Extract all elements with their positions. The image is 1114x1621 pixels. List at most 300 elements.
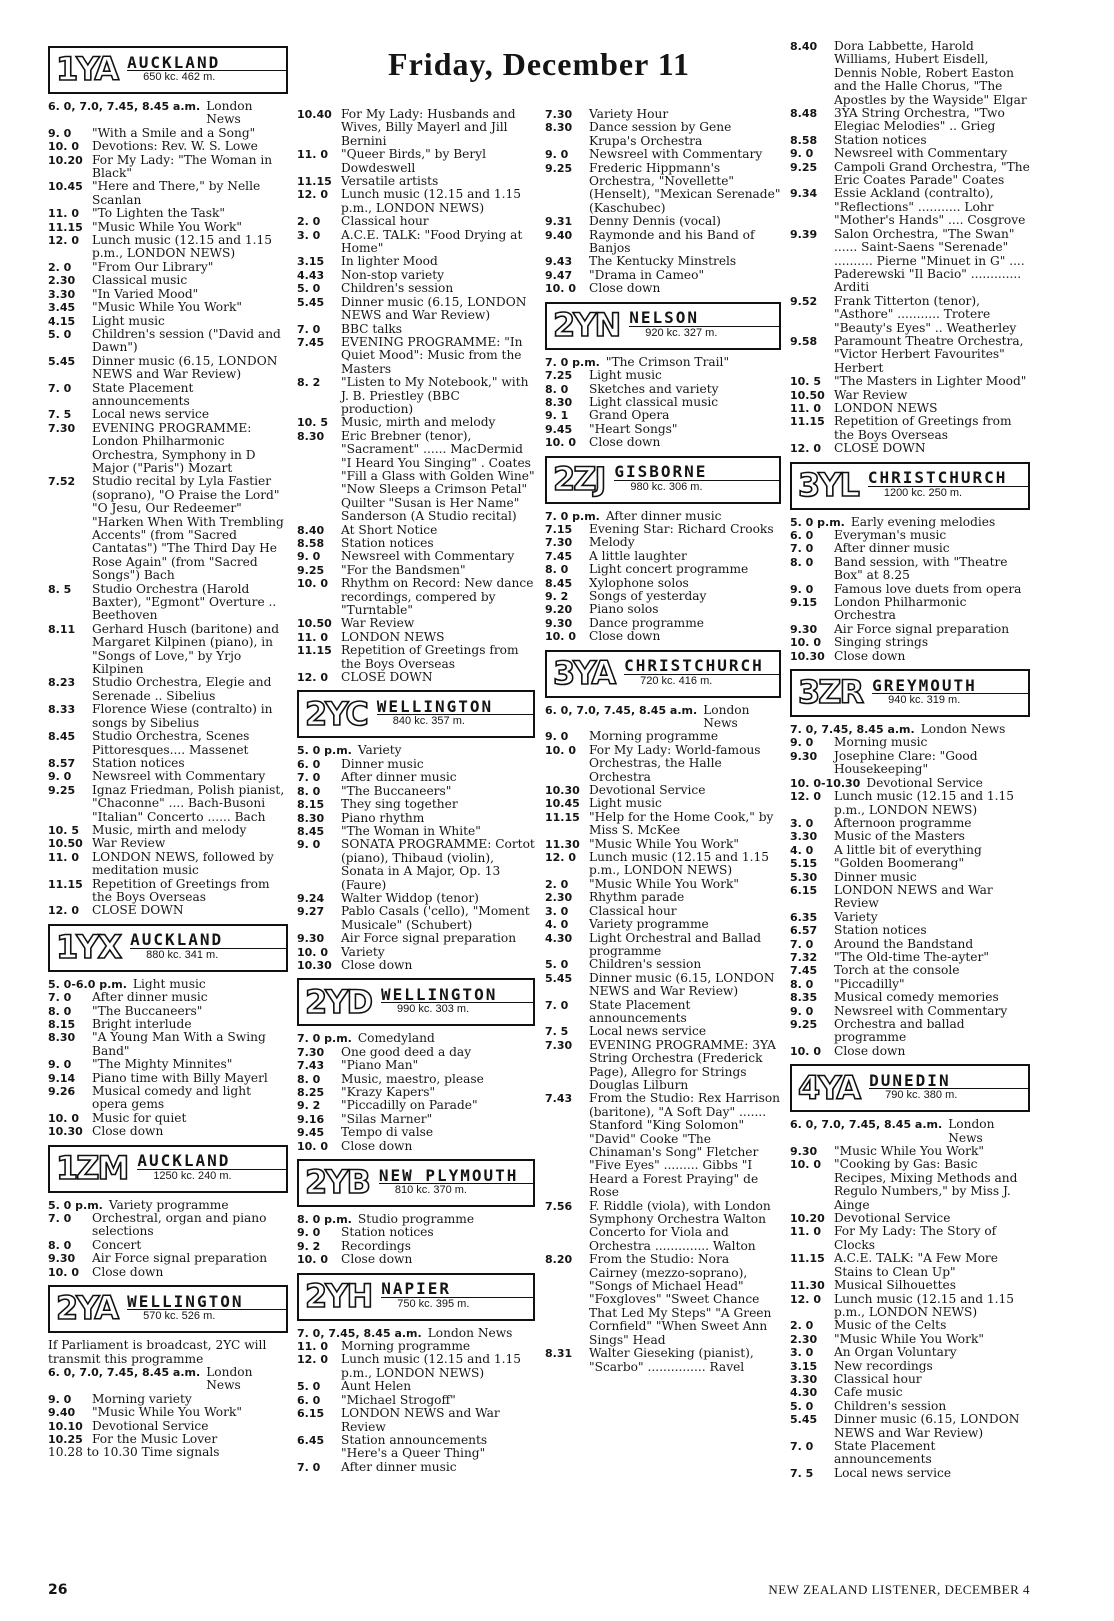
station-header — [48, 46, 288, 94]
programme-item — [297, 758, 535, 771]
programme-time: 4. 0 — [790, 843, 814, 857]
programme-item — [545, 215, 781, 228]
programme-time: 9.45 — [545, 422, 573, 436]
programme-item — [790, 134, 1030, 147]
programme-text: "Silas Marner" — [341, 1111, 433, 1126]
programme-text: Lunch music (12.15 and 1.15 p.m., LONDON NEWS) — [341, 1352, 522, 1380]
programme-time: 10.45 — [545, 797, 580, 811]
programme-text: Dance session by Gene Krupa's Orchestra — [589, 120, 732, 148]
programme-time: 9.47 — [545, 268, 573, 282]
programme-time: 2.30 — [48, 274, 76, 288]
programme-text: LONDON NEWS and War Review — [341, 1406, 500, 1434]
programme-time: 4.15 — [48, 314, 76, 328]
programme-time: 7.45 — [297, 335, 325, 349]
programme-text: EVENING PROGRAMME: "In Quiet Mood": Music from the Masters — [341, 334, 523, 376]
programme-text: Orchestra and ballad programme — [834, 1017, 965, 1045]
programme-time: 9. 0 — [48, 1392, 72, 1406]
programme-time: 9.25 — [790, 1018, 818, 1031]
programme-item — [790, 375, 1030, 388]
station-city: WELLINGTON — [377, 700, 533, 715]
programme-text: Music, mirth and melody — [92, 822, 247, 837]
masthead: NEW ZEALAND LISTENER, DECEMBER 4 — [768, 1582, 1030, 1597]
programme-text: Station notices — [341, 1225, 434, 1240]
station-header — [48, 1145, 288, 1193]
programme-text: Newsreel with Commentary — [834, 1003, 1008, 1018]
station-block-1ya — [48, 46, 288, 918]
station-frequency: 1200 kc. 250 m. — [883, 486, 963, 499]
programme-text: War Review — [834, 387, 908, 402]
programme-text: "The Old-time The-ayter" — [834, 949, 989, 964]
programme-item — [48, 757, 288, 770]
programme-text: Close down — [341, 957, 413, 972]
station-block-2yc — [297, 690, 535, 972]
programme-item — [48, 234, 288, 261]
programme-time: 9. 0 — [297, 1226, 321, 1240]
programme-time: 7. 0 — [790, 937, 814, 951]
programme-item — [790, 1319, 1030, 1332]
programme-text: Music of the Celts — [834, 1318, 947, 1333]
programme-text: Studio recital by Lyla Fastier (soprano), "O Praise the Lord" "O Jesu, Our Redeemer" "Harken When With Trembling Accents" (from "Sacred Cantatas") "The Third Day He Rose Again" (from "Sacred Songs") Bach — [92, 474, 284, 583]
programme-item — [48, 315, 288, 328]
programme-text: "Cooking by Gas: Basic Recipes, Mixing Methods and Regulo Numbers," by Miss J. Ainge — [834, 1157, 1018, 1212]
programme-item — [297, 323, 535, 336]
programme-time: 6. 0 — [297, 1393, 321, 1407]
programme-time: 10.10 — [48, 1419, 83, 1433]
programme-item — [48, 382, 288, 409]
programme-item — [545, 550, 781, 563]
station-logo: 4YA — [798, 1068, 860, 1107]
programme-time: 5. 0 — [297, 1380, 321, 1394]
programme-item — [48, 127, 288, 140]
programme-text: "The Woman in White" — [341, 823, 481, 838]
programme-item — [545, 1347, 781, 1374]
programme-item — [790, 1400, 1030, 1413]
programme-item — [790, 40, 1030, 107]
programme-text: "From Our Library" — [92, 259, 214, 274]
programme-item — [790, 723, 1030, 736]
programme-item — [790, 636, 1030, 649]
station-logo: 1YA — [56, 50, 118, 89]
station-frequency: 790 kc. 380 m. — [885, 1089, 958, 1102]
programme-text: For My Lady: World-famous Orchestras, the Halle Orchestra — [589, 742, 761, 784]
programme-item — [790, 978, 1030, 991]
programme-time: 7. 0 p.m. — [545, 355, 600, 369]
programme-item — [48, 408, 288, 421]
programme-text: Frederic Hippmann's Orchestra, "Novellette" (Henselt), "Mexican Serenade" (Kaschubec) — [589, 160, 781, 215]
programme-item — [545, 563, 781, 576]
programme-text: "The Crimson Trail" — [605, 354, 730, 369]
programme-item — [48, 730, 288, 757]
programme-time: 6. 0, 7.0, 7.45, 8.45 a.m. — [48, 100, 201, 113]
programme-time: 11.30 — [790, 1279, 825, 1293]
programme-text: After dinner music — [92, 990, 208, 1005]
programme-item — [297, 336, 535, 376]
programme-item — [48, 878, 288, 905]
programme-item — [790, 1386, 1030, 1399]
programme-text: Children's session — [834, 1398, 947, 1413]
programme-time: 11. 0 — [790, 1225, 821, 1239]
programme-text: A little laughter — [589, 548, 687, 563]
programme-text: Station notices — [92, 755, 185, 770]
programme-time: 9.25 — [790, 160, 818, 174]
programme-text: Newsreel with Commentary — [589, 147, 763, 162]
programme-time: 7.30 — [545, 1038, 573, 1052]
programme-item — [48, 1266, 288, 1279]
station-logo: 3YA — [553, 653, 615, 692]
programme-time: 9.30 — [48, 1252, 76, 1266]
programme-item — [297, 416, 535, 429]
programme-item — [48, 1125, 288, 1138]
programme-item — [545, 396, 781, 409]
station-city: CHRISTCHURCH — [624, 659, 779, 674]
programme-item — [297, 550, 535, 563]
programme-time: 10. 5 — [297, 416, 328, 430]
programme-time: 3.30 — [790, 830, 818, 844]
programme-item — [545, 784, 781, 797]
programme-time: 10. 0 — [297, 1139, 328, 1153]
programme-time: 10. 0 — [790, 1044, 821, 1058]
station-block-2yn — [545, 302, 781, 450]
programme-time: 8.30 — [545, 121, 573, 135]
programme-text: Non-stop variety — [341, 267, 445, 282]
programme-item — [297, 1059, 535, 1072]
programme-text: LONDON NEWS, followed by meditation music — [92, 849, 274, 878]
programme-text: Melody — [589, 535, 635, 550]
programme-text: For My Lady: The Story of Clocks — [834, 1224, 997, 1252]
programme-time: 5.45 — [545, 971, 573, 985]
programme-time: 5. 0 p.m. — [790, 515, 845, 529]
programme-item — [545, 510, 781, 523]
programme-time: 9.58 — [790, 334, 818, 348]
programme-text: Bright interlude — [92, 1017, 192, 1031]
programme-item — [48, 770, 288, 783]
programme-time: 12. 0 — [297, 1353, 328, 1367]
programme-time: 9. 0 — [790, 1004, 814, 1018]
programme-item — [297, 631, 535, 644]
programme-item — [790, 991, 1030, 1004]
station-city: AUCKLAND — [127, 56, 286, 71]
programme-time: 12. 0 — [48, 904, 79, 918]
programme-time: 10. 0 — [48, 140, 79, 154]
programme-text: Music, mirth and melody — [341, 415, 496, 430]
programme-time: 8.57 — [48, 756, 76, 770]
station-block-2ya2 — [297, 108, 535, 684]
programme-time: 7. 0 — [297, 771, 321, 785]
station-logo: 2YC — [305, 694, 367, 733]
programme-item — [297, 932, 535, 945]
programme-text: State Placement announcements — [589, 997, 691, 1025]
programme-time: 7.52 — [48, 475, 76, 489]
programme-time: 9.40 — [48, 1406, 76, 1420]
programme-text: Essie Ackland (contralto), "Reflections" ........... Lohr "Mother's Hands" .... Cosgrove — [834, 186, 1026, 228]
programme-time: 7. 0 — [48, 381, 72, 395]
programme-text: Florence Wiese (contralto) in songs by Sibelius — [92, 702, 273, 730]
programme-item — [48, 1252, 288, 1265]
programme-time: 9. 1 — [545, 409, 569, 423]
programme-text: "Music While You Work" — [92, 1405, 242, 1420]
programme-time: 4.30 — [545, 931, 573, 945]
programme-time: 3.15 — [297, 255, 325, 269]
programme-time: 7. 5 — [790, 1466, 814, 1480]
programme-text: Light music — [92, 313, 165, 328]
programme-time: 9.45 — [297, 1126, 325, 1140]
programme-time: 5.15 — [790, 857, 818, 871]
programme-time: 7. 0, 7.45, 8.45 a.m. — [790, 723, 915, 737]
programme-text: Lunch music (12.15 and 1.15 p.m., LONDON NEWS) — [834, 789, 1015, 817]
station-city: AUCKLAND — [130, 933, 286, 948]
station-logo: 3YL — [798, 465, 858, 504]
programme-time: 10.20 — [790, 1212, 825, 1226]
programme-item — [790, 1005, 1030, 1018]
programme-item — [790, 1212, 1030, 1225]
programme-time: 10. 5 — [790, 375, 821, 389]
programme-time: 4.43 — [297, 268, 325, 282]
programme-text: LONDON NEWS and War Review — [834, 882, 993, 911]
programme-text: Music of the Masters — [834, 829, 965, 844]
programme-time: 10. 0 — [297, 577, 328, 591]
programme-text: An Organ Voluntary — [834, 1345, 957, 1360]
programme-text: Famous love duets from opera — [834, 581, 1022, 596]
programme-item — [790, 542, 1030, 555]
programme-time: 7. 0 — [48, 991, 72, 1005]
programme-text: Dinner music (6.15, LONDON NEWS and War Review) — [92, 353, 278, 382]
programme-item — [297, 1140, 535, 1153]
programme-time: 8. 0 — [297, 784, 321, 798]
programme-text: 10.28 to 10.30 Time signals — [48, 1445, 220, 1460]
programme-item — [48, 1112, 288, 1125]
station-logo: 3ZR — [798, 673, 863, 712]
programme-text: Rhythm parade — [589, 890, 685, 905]
programme-time: 9.14 — [48, 1071, 76, 1085]
programme-time: 3.30 — [790, 1372, 818, 1386]
programme-time: 2. 0 — [545, 877, 569, 891]
programme-text: Close down — [341, 1138, 413, 1153]
programme-time: 8. 0 — [790, 555, 814, 569]
programme-item — [545, 229, 781, 256]
programme-time: 10. 0 — [790, 636, 821, 650]
programme-item — [297, 148, 535, 175]
programme-time: 10.30 — [48, 1125, 83, 1139]
programme-text: Lunch music (12.15 and 1.15 p.m., LONDON NEWS) — [589, 850, 770, 878]
programme-text: London News — [703, 702, 750, 730]
programme-time: 6. 0, 7.0, 7.45, 8.45 a.m. — [790, 1118, 943, 1132]
programme-text: Air Force signal preparation — [341, 931, 517, 946]
programme-text: Campoli Grand Orchestra, "The Eric Coates Parade" Coates — [834, 159, 1030, 188]
programme-item — [790, 402, 1030, 415]
programme-time: 9. 0 — [48, 1058, 72, 1072]
programme-item — [790, 871, 1030, 884]
programme-time: 8.40 — [297, 523, 325, 537]
programme-text: Everyman's music — [834, 528, 947, 542]
programme-time: 7.56 — [545, 1199, 573, 1213]
programme-item — [297, 892, 535, 905]
programme-text: Classical hour — [341, 214, 429, 229]
station-frequency: 840 kc. 357 m. — [392, 715, 465, 728]
programme-time: 10. 0 — [545, 436, 576, 450]
programme-time: 5. 0 — [48, 327, 72, 341]
programme-time: 9.52 — [790, 294, 818, 308]
programme-item — [545, 744, 781, 784]
programme-time: 8. 0 — [297, 1072, 321, 1086]
programme-item — [48, 1085, 288, 1112]
programme-item — [790, 583, 1030, 596]
programme-time: 7.25 — [545, 369, 573, 383]
programme-item — [790, 1045, 1030, 1058]
programme-item — [297, 1113, 535, 1126]
programme-item — [790, 857, 1030, 870]
programme-item — [297, 671, 535, 684]
programme-text: After dinner music — [834, 541, 950, 556]
programme-time: 10. 0 — [297, 945, 328, 959]
programme-item — [790, 924, 1030, 937]
programme-item — [48, 1393, 288, 1406]
programme-text: Air Force signal preparation — [92, 1251, 268, 1266]
programme-item — [790, 529, 1030, 542]
programme-time: 3. 0 — [545, 904, 569, 918]
programme-item — [48, 837, 288, 850]
programme-text: "Music While You Work" — [92, 219, 242, 234]
station-header — [48, 1285, 288, 1333]
programme-time: 8.25 — [297, 1086, 325, 1099]
programme-text: BBC talks — [341, 321, 403, 336]
programme-item — [48, 1199, 288, 1212]
station-frequency: 980 kc. 306 m. — [630, 480, 703, 493]
programme-time: 11.15 — [790, 1252, 825, 1266]
station-block-3ya2 — [790, 40, 1030, 456]
programme-text: Salon Orchestra, "The Swan" ...... Saint-Saens "Serenade" .......... Pierne "Minuet in G" .... Paderewski "Il Bacio" ............. Arditi — [834, 226, 1025, 295]
programme-item — [297, 1046, 535, 1059]
programme-text: New recordings — [834, 1358, 933, 1373]
programme-time: 6.15 — [297, 1407, 325, 1421]
programme-item — [545, 148, 781, 161]
programme-text: Pablo Casals ('cello), "Moment Musicale" (Schubert) — [341, 904, 530, 932]
programme-item — [545, 536, 781, 549]
programme-text: Rhythm on Record: New dance recordings, compered by "Turntable" — [341, 576, 534, 618]
programme-text: Studio Orchestra, Scenes Pittoresques.... Massenet — [92, 729, 250, 757]
programme-time: 9.25 — [545, 161, 573, 175]
programme-item — [48, 1018, 288, 1031]
programme-time: 4. 0 — [545, 918, 569, 932]
programme-text: For My Lady: "The Woman in Black" — [92, 152, 273, 181]
programme-time: 9. 0 — [790, 582, 814, 596]
programme-time: 5. 0 — [297, 282, 321, 296]
programme-time: 11. 0 — [297, 1340, 328, 1354]
programme-text: At Short Notice — [341, 522, 438, 537]
programme-item — [790, 1333, 1030, 1346]
programme-time: 8. 2 — [297, 376, 321, 390]
programme-time: 9.16 — [297, 1112, 325, 1126]
programme-time: 9.30 — [545, 616, 573, 630]
programme-item — [297, 771, 535, 784]
programme-item — [48, 1072, 288, 1085]
programme-item — [545, 730, 781, 743]
programme-text: Devotions: Rev. W. S. Lowe — [92, 139, 258, 154]
station-logo: 1ZM — [56, 1148, 128, 1187]
programme-time: 8.58 — [790, 133, 818, 147]
programme-time: 3.45 — [48, 301, 76, 315]
programme-item — [545, 436, 781, 449]
programme-text: "The Masters in Lighter Mood" — [834, 374, 1027, 389]
station-block-2ya — [48, 1285, 288, 1460]
programme-text: Cafe music — [834, 1385, 903, 1400]
programme-time: 10. 0-10.30 — [790, 776, 861, 790]
programme-item — [48, 1339, 288, 1366]
programme-text: Recordings — [341, 1238, 411, 1253]
programme-time: 9.30 — [790, 1145, 818, 1159]
programme-item — [48, 154, 288, 181]
programme-text: Xylophone solos — [589, 575, 689, 590]
programme-time: 9.30 — [790, 622, 818, 636]
station-logo: 2YD — [305, 982, 371, 1021]
programme-item — [297, 108, 535, 148]
programme-item — [545, 905, 781, 918]
station-block-2zj — [545, 456, 781, 644]
programme-time: 6. 0, 7.0, 7.45, 8.45 a.m. — [48, 1365, 201, 1379]
programme-item — [297, 1461, 535, 1474]
programme-text: From the Studio: Nora Cairney (mezzo-soprano), "Songs of Michael Head" "Foxgloves" "Sweet Chance That Led My Steps" "A Green Cornfield" "When Sweet Ann Sings" Head — [589, 1252, 772, 1347]
programme-text: Children's session — [589, 957, 702, 972]
programme-text: "The Mighty Minnites" — [92, 1057, 233, 1072]
station-header — [297, 1273, 535, 1321]
programme-item — [48, 1212, 288, 1239]
programme-time: 10.30 — [545, 784, 580, 798]
programme-time: 5.45 — [790, 1413, 818, 1427]
programme-text: The Kentucky Minstrels — [589, 254, 737, 269]
programme-time: 8.30 — [545, 395, 573, 409]
programme-time: 11. 0 — [297, 630, 328, 644]
programme-text: Repetition of Greetings from the Boys Overseas — [834, 414, 1012, 442]
column-2 — [297, 40, 535, 1474]
programme-item — [545, 121, 781, 148]
programme-time: 9.20 — [545, 603, 573, 617]
programme-item — [545, 282, 781, 295]
programme-text: A.C.E. TALK: "A Few More Stains to Clean Up" — [834, 1251, 998, 1279]
programme-item — [790, 911, 1030, 924]
programme-time: 8. 0 — [48, 1238, 72, 1252]
programme-time: 8. 0 — [545, 563, 569, 577]
programme-item — [790, 750, 1030, 777]
programme-text: Children's session — [341, 281, 454, 296]
station-city: WELLINGTON — [381, 988, 533, 1003]
programme-time: 3. 0 — [790, 1346, 814, 1360]
programme-item — [297, 744, 535, 757]
programme-item — [545, 369, 781, 382]
programme-text: Comedyland — [357, 1031, 435, 1046]
programme-text: Station notices — [834, 132, 927, 147]
programme-text: Orchestral, organ and piano selections — [92, 1211, 267, 1239]
programme-item — [545, 972, 781, 999]
programme-item — [545, 255, 781, 268]
programme-time: 5.30 — [790, 870, 818, 884]
programme-item — [545, 603, 781, 616]
programme-text: Children's session ("David and Dawn") — [92, 326, 281, 355]
programme-time: 8.58 — [297, 537, 325, 550]
programme-time: 7.30 — [48, 421, 76, 435]
programme-item — [790, 187, 1030, 227]
programme-time: 12. 0 — [790, 790, 821, 804]
programme-item — [48, 261, 288, 274]
programme-item — [297, 296, 535, 323]
programme-text: London Philharmonic Orchestra — [834, 595, 967, 623]
programme-item — [48, 328, 288, 355]
programme-item — [790, 1413, 1030, 1440]
programme-text: London News — [206, 99, 253, 127]
programme-item — [297, 376, 535, 416]
programme-text: Close down — [834, 648, 906, 663]
programme-item — [790, 1346, 1030, 1359]
programme-time: 9. 0 — [297, 550, 321, 564]
programme-time: 10.30 — [297, 958, 332, 972]
